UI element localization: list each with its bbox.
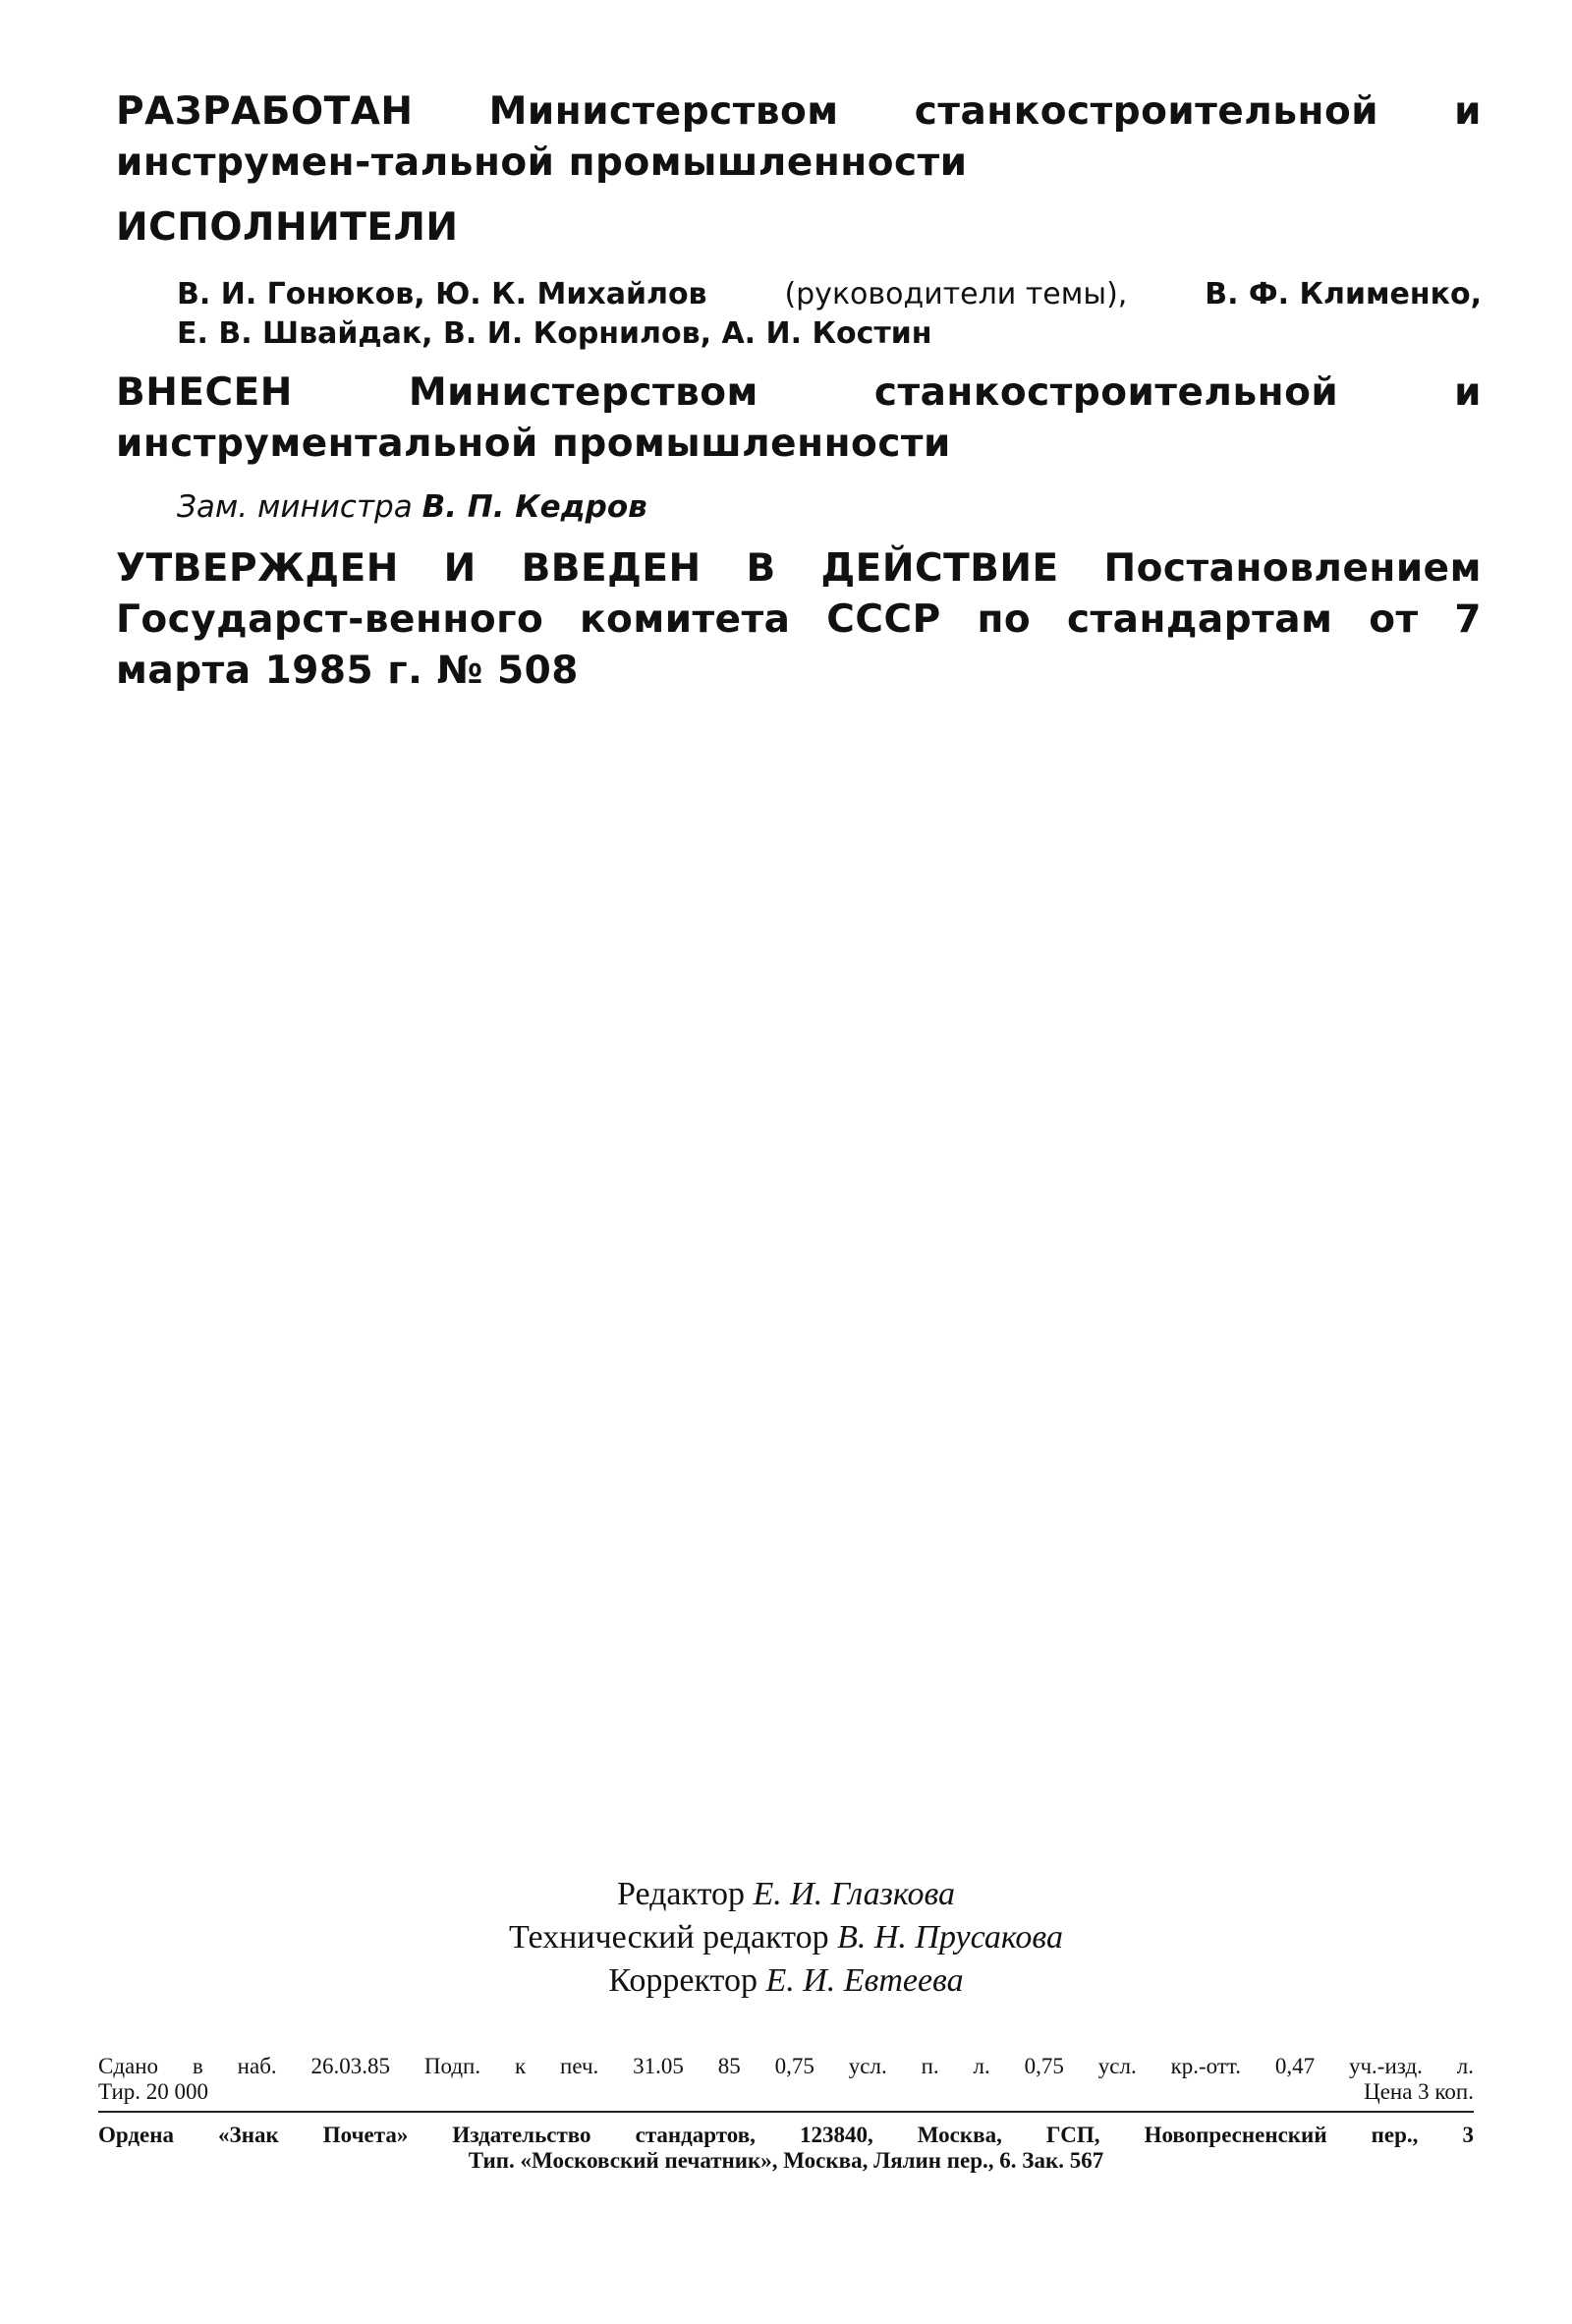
- developed-text: Министерством станкостроительной и инструмен-тальной промышленности: [116, 89, 1482, 185]
- performers-heading: ИСПОЛНИТЕЛИ: [116, 205, 459, 250]
- submitted-label: ВНЕСЕН: [116, 370, 293, 415]
- signer-line: [177, 487, 647, 527]
- submitted-statement: [116, 368, 1482, 470]
- publisher-block: [98, 2123, 1474, 2174]
- imprint-line-1: Сдано в наб. 26.03.85 Подп. к печ. 31.05 85 0,75 усл. п. л. 0,75 усл. кр.-отт. 0,47 уч.-изд. л.: [98, 2054, 1474, 2078]
- performers-member-1: В. Ф. Клименко,: [1205, 277, 1482, 312]
- editors-credits: [393, 1873, 1179, 2003]
- developed-statement: [116, 86, 1482, 189]
- performers-line-2: Е. В. Швайдак, В. И. Корнилов, А. И. Костин: [177, 316, 932, 351]
- editor-name: Е. И. Глазкова: [753, 1876, 955, 1912]
- tech-editor-name: В. Н. Прусакова: [837, 1919, 1063, 1956]
- performers-list: [177, 275, 1482, 354]
- signer-role: Зам. министра: [177, 489, 413, 525]
- performers-line-1: [177, 275, 1482, 314]
- approved-text: Постановлением Государст-венного комитета СССР по стандартам от 7 марта 1985 г. № 508: [116, 546, 1482, 693]
- performers-leaders-note: (руководители темы),: [784, 277, 1128, 312]
- imprint-divider: [98, 2111, 1474, 2113]
- imprint-circulation: Тир. 20 000: [98, 2079, 209, 2104]
- imprint-block: [98, 2054, 1474, 2105]
- publisher-line-2: Тип. «Московский печатник», Москва, Лялин пер., 6. Зак. 567: [468, 2148, 1104, 2173]
- publisher-line-1: Ордена «Знак Почета» Издательство стандартов, 123840, Москва, ГСП, Новопресненский пер., 3: [98, 2123, 1474, 2147]
- tech-editor-role: Технический редактор: [509, 1919, 829, 1956]
- submitted-text: Министерством станкостроительной и инструментальной промышленности: [116, 370, 1482, 466]
- approved-label: УТВЕРЖДЕН И ВВЕДЕН В ДЕЙСТВИЕ: [116, 546, 1059, 591]
- imprint-price: Цена 3 коп.: [1364, 2079, 1474, 2104]
- corrector-name: Е. И. Евтеева: [765, 1962, 964, 1999]
- signer-name: В. П. Кедров: [421, 489, 647, 525]
- approved-statement: [116, 543, 1482, 697]
- developed-label: РАЗРАБОТАН: [116, 89, 414, 134]
- imprint-line-2: [98, 2079, 1474, 2105]
- performers-leaders: В. И. Гонюков, Ю. К. Михайлов: [177, 277, 707, 312]
- editor-role: Редактор: [617, 1876, 745, 1912]
- tech-editor-line: [393, 1916, 1179, 1959]
- corrector-line: [393, 1959, 1179, 2003]
- corrector-role: Корректор: [608, 1962, 758, 1999]
- editor-line: [393, 1873, 1179, 1916]
